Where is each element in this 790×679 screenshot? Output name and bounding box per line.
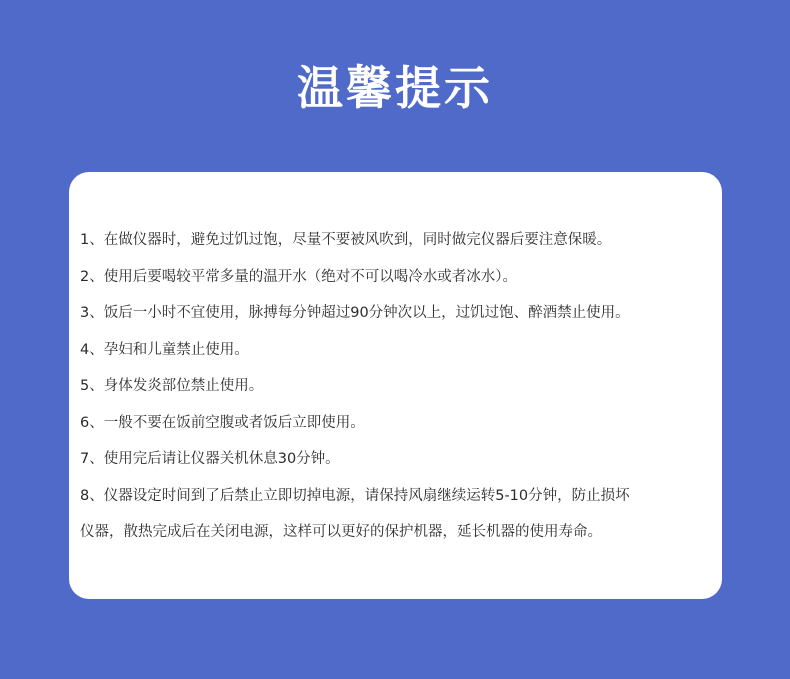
notice-item: 3、饭后一小时不宜使用，脉搏每分钟超过90分钟次以上，过饥过饱、醉酒禁止使用。 xyxy=(80,305,630,321)
notice-item: 6、一般不要在饭前空腹或者饭后立即使用。 xyxy=(80,414,365,431)
notice-item: 2、使用后要喝较平常多量的温开水（绝对不可以喝冷水或者冰水）。 xyxy=(80,268,517,285)
notice-item: 8、仪器设定时间到了后禁止立即切掉电源，请保持风扇继续运转5-10分钟，防止损坏 xyxy=(80,487,630,504)
page-title: 温馨提示 xyxy=(297,61,493,115)
notice-item: 仪器，散热完成后在关闭电源，这样可以更好的保护机器，延长机器的使用寿命。 xyxy=(80,524,602,540)
notice-item: 4、孕妇和儿童禁止使用。 xyxy=(80,341,249,358)
notice-item: 1、在做仪器时，避免过饥过饱，尽量不要被风吹到，同时做完仪器后要注意保暖。 xyxy=(80,232,612,248)
notice-item: 7、使用完后请让仪器关机休息30分钟。 xyxy=(80,451,340,467)
notice-list xyxy=(80,222,720,551)
notice-item: 5、身体发炎部位禁止使用。 xyxy=(80,378,264,394)
